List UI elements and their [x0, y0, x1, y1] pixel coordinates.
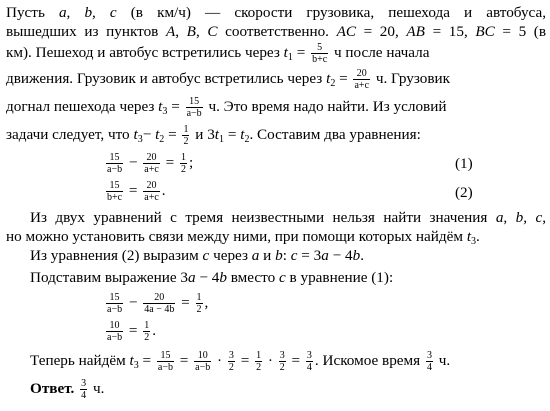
text-line-1: Пусть a, b, c (в км/ч) — скорости грузовика, пешехода и автобуса,	[6, 4, 547, 21]
text-line-4: движения. Грузовик и автобус встретились через $t_2$ = $\frac{20}{a+c}$ ч. Грузовик	[6, 68, 451, 91]
text-line-7: Из двух уравнений с тремя неизвестными нельзя найти значения a, b, c,	[30, 209, 546, 226]
text-line-9: Из уравнения (2) выразим c через a и b: c = 3a − 4b.	[30, 247, 364, 264]
equation-3: $\frac{15}{a-b}$ − $\frac{20}{4a - 4b}$ = $\frac{1}{2}$ ,	[107, 292, 209, 315]
equation-1-number: (1)	[455, 155, 473, 172]
equation-4: $\frac{10}{a-b}$ = $\frac{1}{2}$ .	[107, 320, 157, 343]
text-line-8: но можно установить связи между ними, при помощи которых найдём $t_3$.	[6, 228, 480, 247]
text-line-5: догнал пешехода через $t_3$ = $\frac{15}{a-b}$ ч. Это время надо найти. Из условий	[6, 96, 447, 119]
answer-fraction: $\frac{3}{4}$	[81, 378, 87, 401]
frac-half: $\frac{1}{2}$	[183, 124, 189, 147]
text-line-2: вышедших из пунктов A, B, C соответственно. AC = 20, AB = 15, BC = 5 (в	[6, 23, 547, 40]
frac-t1: $\frac{5}{b+c}$	[312, 42, 328, 65]
text-line-6: задачи следует, что $t_3- t_2$ = $\frac{1}{2}$ и $3t_1 = t_2$. Составим два уравнения:	[6, 124, 421, 147]
frac-t3: $\frac{15}{a-b}$	[186, 96, 202, 119]
equation-2: $\frac{15}{b+c}$ = $\frac{20}{a+c}$ .	[107, 180, 166, 203]
text-line-3: км). Пешеход и автобус встретились через $t_1$ = $\frac{5}{b+c}$ ч после начала	[6, 42, 430, 65]
text-line-11: Теперь найдём $t_3$ = $\frac{15}{a-b}$ = $\frac{10}{a-b}$ · $\frac{3}{2}$ = $\frac{1}{2}$ · $\frac{3}{2}$ = $\frac{3}{4}$ . Искомое время $\frac{3}{4}$ ч.	[30, 350, 451, 373]
text-line-10: Подставим выражение 3a − 4b вместо c в уравнение (1):	[30, 269, 394, 286]
answer-line: Ответ. $\frac{3}{4}$ ч.	[30, 378, 105, 401]
frac-t2: $\frac{20}{a+c}$	[354, 68, 370, 91]
equation-2-number: (2)	[455, 184, 473, 201]
equation-1: $\frac{15}{a-b}$ − $\frac{20}{a+c}$ = $\frac{1}{2}$ ;	[107, 152, 194, 175]
